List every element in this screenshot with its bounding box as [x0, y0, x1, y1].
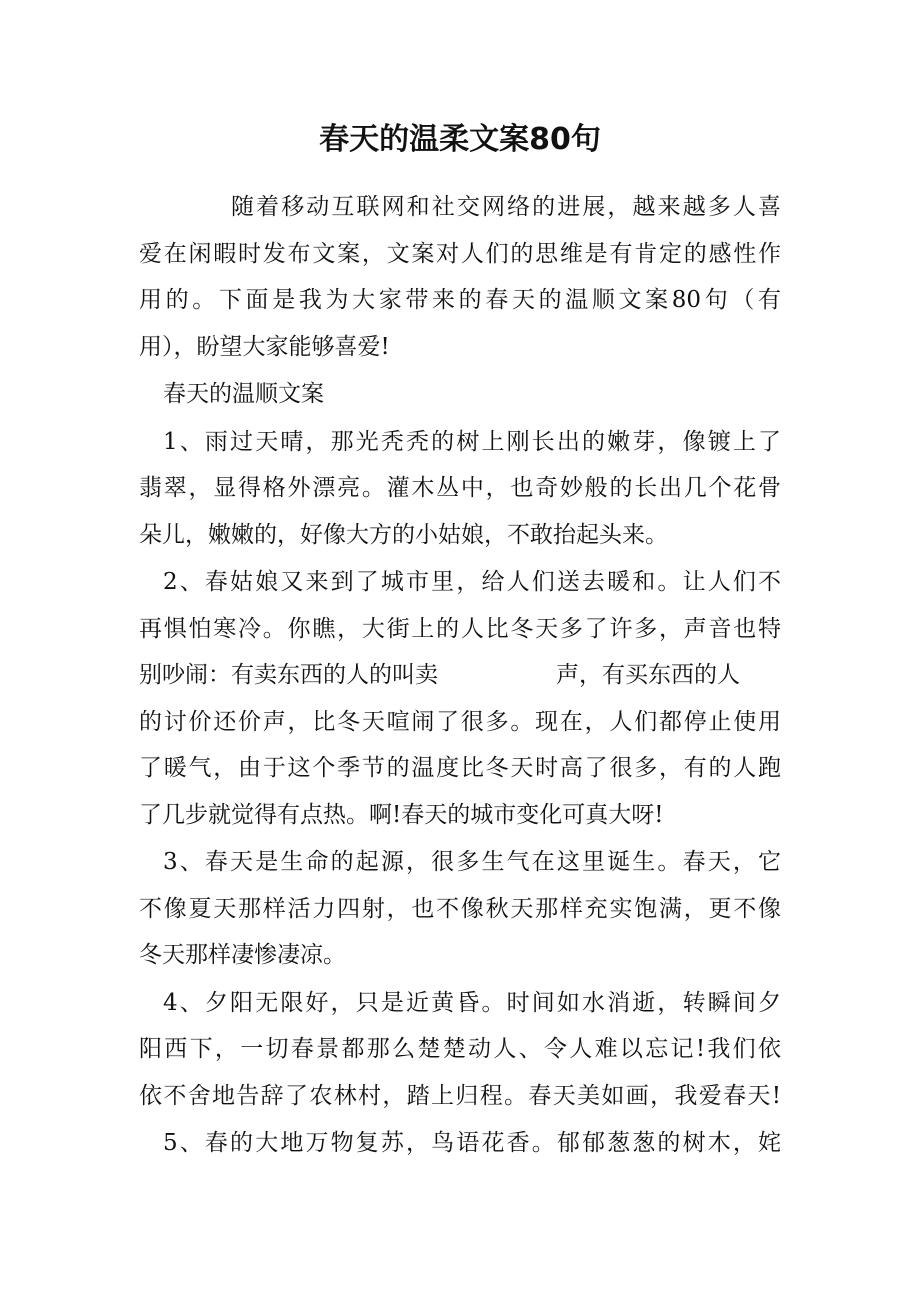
list-item: [139, 1120, 781, 1167]
item-line: 翡翠，显得格外漂亮。灌木丛中，也奇妙般的长出几个花骨: [139, 475, 781, 501]
section-heading-block: [139, 371, 781, 418]
item-line: 1、雨过天晴，那光秃秃的树上刚长出的嫩芽，像镀上了: [163, 428, 781, 455]
intro-line: 随着移动互联网和社交网络的进展，越来越多人喜: [231, 194, 781, 220]
document-body: [139, 184, 781, 1167]
item-line: 不像夏天那样活力四射，也不像秋天那样充实饱满，更不像: [139, 895, 781, 922]
list-item: [139, 419, 781, 559]
item-line: 2、春姑娘又来到了城市里，给人们送去暖和。让人们不: [163, 569, 781, 595]
section-heading: 春天的温顺文案: [163, 381, 324, 407]
item-line: 依不舍地告辞了农林村，踏上归程。春天美如画，我爱春天!: [139, 1082, 781, 1109]
intro-line: 用），盼望大家能够喜爱!: [139, 333, 390, 360]
item-line: 的讨价还价声，比冬天喧闹了很多。现在，人们都停止使用: [139, 708, 781, 735]
item-line: 4、夕阳无限好，只是近黄昏。时间如水消逝，转瞬间夕: [163, 989, 781, 1016]
item-line: 阳西下，一切春景都那么楚楚动人、令人难以忘记!我们依: [139, 1036, 781, 1062]
item-line: 了暖气，由于这个季节的温度比冬天时高了很多，有的人跑: [139, 755, 781, 781]
list-item: [139, 980, 781, 1120]
intro-line: 用的。下面是我为大家带来的春天的温顺文案80句（有: [139, 287, 781, 313]
item-line-split: [139, 652, 781, 699]
item-line-part: 别吵闹：有卖东西的人的叫卖: [139, 662, 438, 688]
intro-line: 爱在闲暇时发布文案，文案对人们的思维是有肯定的感性作: [139, 240, 781, 267]
list-item: [139, 559, 781, 838]
document-title: 春天的温柔文案80句: [319, 122, 601, 157]
item-line: 再惧怕寒冷。你瞧，大街上的人比冬天多了许多，声音也特: [139, 615, 781, 642]
item-line: 5、春的大地万物复苏，鸟语花香。郁郁葱葱的树木，姹: [163, 1130, 781, 1156]
item-line: 了几步就觉得有点热。啊!春天的城市变化可真大呀!: [139, 801, 664, 828]
list-item: [139, 839, 781, 979]
item-line: 冬天那样凄惨凄凉。: [139, 942, 346, 968]
item-line: 朵儿，嫩嫩的，好像大方的小姑娘，不敢抬起头来。: [139, 521, 668, 548]
item-line: 3、春天是生命的起源，很多生气在这里诞生。春天，它: [163, 849, 781, 875]
item-line-part: 声，有买东西的人: [556, 662, 740, 688]
intro-paragraph: [139, 184, 781, 370]
